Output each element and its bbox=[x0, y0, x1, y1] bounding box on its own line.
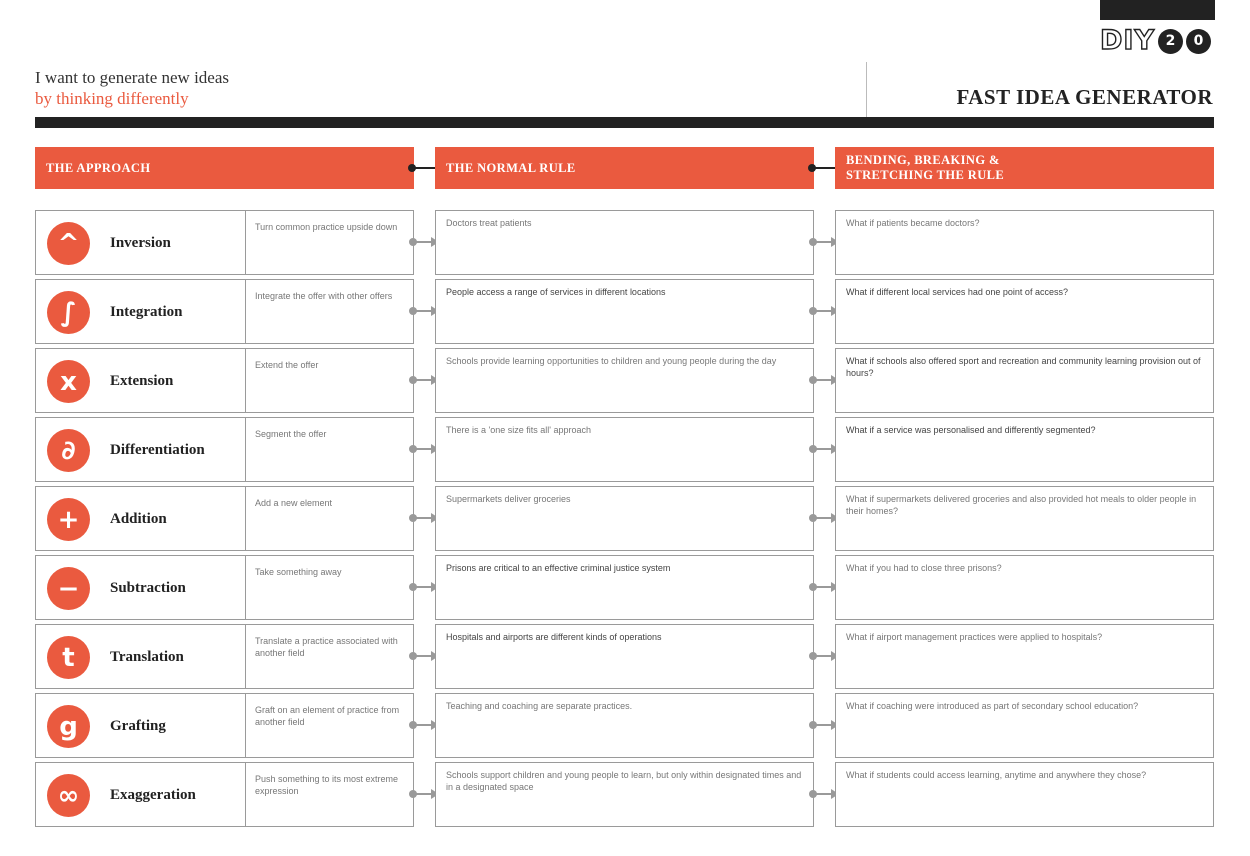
normal-rule-text: Teaching and coaching are separate practices. bbox=[446, 701, 633, 711]
approach-description: Push something to its most extreme expression bbox=[255, 774, 399, 796]
approach-name: Addition bbox=[110, 511, 167, 527]
cell-divider bbox=[245, 211, 246, 274]
logo-text: DIY bbox=[1100, 25, 1156, 56]
approach-name: Differentiation bbox=[110, 442, 205, 458]
bending-rule-text: What if coaching were introduced as part of secondary school education? bbox=[846, 701, 1139, 711]
table-row bbox=[0, 762, 1250, 827]
normal-rule-cell bbox=[435, 762, 814, 827]
header-divider bbox=[866, 62, 867, 117]
top-bar bbox=[1100, 0, 1215, 20]
cell-divider bbox=[245, 349, 246, 412]
cell-divider bbox=[245, 556, 246, 619]
approach-cell bbox=[35, 417, 414, 482]
letter-g-icon: g bbox=[47, 705, 90, 748]
approach-name: Integration bbox=[110, 304, 183, 320]
bending-rule-text: What if airport management practices were applied to hospitals? bbox=[846, 632, 1103, 642]
bending-rule-cell bbox=[835, 486, 1214, 551]
bending-rule-text: What if students could access learning, anytime and anywhere they chose? bbox=[846, 770, 1147, 780]
bending-rule-cell bbox=[835, 555, 1214, 620]
approach-cell bbox=[35, 210, 414, 275]
diy-logo bbox=[1100, 27, 1211, 55]
logo-digit-circle: 0 bbox=[1186, 29, 1211, 54]
cell-divider bbox=[245, 694, 246, 757]
inversion-icon: ^ bbox=[47, 222, 90, 265]
bending-rule-cell bbox=[835, 693, 1214, 758]
bending-rule-text: What if schools also offered sport and recreation and community learning provision out of hours? bbox=[846, 356, 1201, 378]
integral-icon: ∫ bbox=[47, 291, 90, 334]
approach-cell bbox=[35, 348, 414, 413]
normal-rule-cell bbox=[435, 624, 814, 689]
bending-rule-cell bbox=[835, 762, 1214, 827]
bending-rule-text: What if patients became doctors? bbox=[846, 218, 980, 228]
approach-description: Extend the offer bbox=[255, 360, 319, 370]
normal-rule-text: Schools provide learning opportunities to children and young people during the day bbox=[446, 356, 777, 366]
approach-cell bbox=[35, 624, 414, 689]
table-row bbox=[0, 486, 1250, 551]
normal-rule-cell bbox=[435, 279, 814, 344]
header-bending-label-line-1: BENDING, BREAKING & bbox=[846, 153, 1000, 167]
normal-rule-cell bbox=[435, 486, 814, 551]
cell-divider bbox=[245, 625, 246, 688]
plus-icon: + bbox=[47, 498, 90, 541]
approach-name: Extension bbox=[110, 373, 174, 389]
normal-rule-cell bbox=[435, 210, 814, 275]
header-normal-rule bbox=[435, 147, 814, 189]
logo-digit-circle: 2 bbox=[1158, 29, 1183, 54]
bending-rule-cell bbox=[835, 624, 1214, 689]
cell-divider bbox=[245, 763, 246, 826]
approach-description: Add a new element bbox=[255, 498, 333, 508]
bending-rule-cell bbox=[835, 417, 1214, 482]
normal-rule-cell bbox=[435, 417, 814, 482]
approach-description: Translate a practice associated with another field bbox=[255, 636, 398, 658]
header-approach-label: THE APPROACH bbox=[46, 160, 151, 175]
cell-divider bbox=[245, 487, 246, 550]
normal-rule-text: Hospitals and airports are different kinds of operations bbox=[446, 632, 662, 642]
minus-icon: − bbox=[47, 567, 90, 610]
table-row bbox=[0, 555, 1250, 620]
approach-cell bbox=[35, 762, 414, 827]
bending-rule-cell bbox=[835, 348, 1214, 413]
approach-name: Inversion bbox=[110, 235, 171, 251]
approach-name: Translation bbox=[110, 649, 184, 665]
normal-rule-text: Prisons are critical to an effective criminal justice system bbox=[446, 563, 671, 573]
normal-rule-text: People access a range of services in different locations bbox=[446, 287, 666, 297]
normal-rule-text: Schools support children and young people to learn, but only within designated times and in a designated space bbox=[446, 770, 802, 792]
approach-cell bbox=[35, 555, 414, 620]
normal-rule-text: There is a 'one size fits all' approach bbox=[446, 425, 592, 435]
multiply-icon: x bbox=[47, 360, 90, 403]
table-row bbox=[0, 417, 1250, 482]
normal-rule-text: Doctors treat patients bbox=[446, 218, 532, 228]
normal-rule-cell bbox=[435, 348, 814, 413]
partial-derivative-icon: ∂ bbox=[47, 429, 90, 472]
table-row bbox=[0, 624, 1250, 689]
intro-line-1: I want to generate new ideas bbox=[35, 68, 229, 87]
bending-rule-text: What if different local services had one point of access? bbox=[846, 287, 1068, 297]
approach-name: Subtraction bbox=[110, 580, 186, 596]
normal-rule-text: Supermarkets deliver groceries bbox=[446, 494, 571, 504]
bending-rule-text: What if a service was personalised and differently segmented? bbox=[846, 425, 1096, 435]
approach-description: Segment the offer bbox=[255, 429, 327, 439]
approach-cell bbox=[35, 693, 414, 758]
table-row bbox=[0, 279, 1250, 344]
cell-divider bbox=[245, 418, 246, 481]
header-bending-label-line-2: STRETCHING THE RULE bbox=[846, 168, 1005, 182]
header-bending-rule bbox=[835, 147, 1214, 189]
normal-rule-cell bbox=[435, 555, 814, 620]
infinity-icon: ∞ bbox=[47, 774, 90, 817]
bending-rule-text: What if you had to close three prisons? bbox=[846, 563, 1002, 573]
table-row bbox=[0, 693, 1250, 758]
page-title: FAST IDEA GENERATOR bbox=[956, 85, 1213, 109]
approach-cell bbox=[35, 279, 414, 344]
table-row bbox=[0, 348, 1250, 413]
approach-description: Integrate the offer with other offers bbox=[255, 291, 393, 301]
bending-rule-cell bbox=[835, 210, 1214, 275]
approach-name: Grafting bbox=[110, 718, 166, 734]
approach-name: Exaggeration bbox=[110, 787, 196, 803]
intro-line-2: by thinking differently bbox=[35, 89, 189, 108]
header-approach bbox=[35, 147, 414, 189]
title-rule bbox=[35, 117, 1214, 128]
approach-cell bbox=[35, 486, 414, 551]
approach-description: Take something away bbox=[255, 567, 342, 577]
intro bbox=[35, 67, 229, 109]
header-normal-rule-label: THE NORMAL RULE bbox=[446, 160, 576, 175]
approach-description: Graft on an element of practice from another field bbox=[255, 705, 400, 727]
cell-divider bbox=[245, 280, 246, 343]
normal-rule-cell bbox=[435, 693, 814, 758]
bending-rule-text: What if supermarkets delivered groceries and also provided hot meals to older people in their homes? bbox=[846, 494, 1197, 516]
bending-rule-cell bbox=[835, 279, 1214, 344]
table-row bbox=[0, 210, 1250, 275]
approach-description: Turn common practice upside down bbox=[255, 222, 398, 232]
letter-t-icon: t bbox=[47, 636, 90, 679]
